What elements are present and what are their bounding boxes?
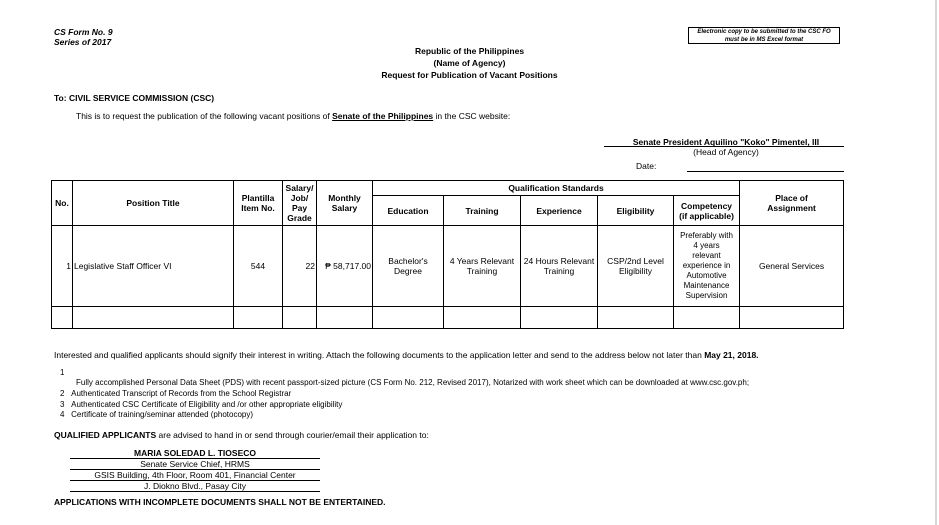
header-place-l1: Place of [775,193,808,203]
address-name: MARIA SOLEDAD L. TIOSECO [134,448,256,458]
document-number-4: 4 [60,410,65,419]
address-title: Senate Service Chief, HRMS [140,459,250,469]
cell-experience-l1: 24 Hours Relevant [523,256,595,266]
instructions-text [54,350,759,360]
header-place-l2: Assignment [767,203,816,213]
cell-position-title: Legislative Staff Officer VI [73,226,234,307]
deadline: May 21, 2018. [704,350,759,360]
cell-plantilla: 544 [234,226,283,307]
header-monthly-salary [317,181,373,226]
form-number: CS Form No. 9 [54,27,113,37]
form-number-block [54,27,113,47]
addressee: To: CIVIL SERVICE COMMISSION (CSC) [54,93,215,103]
empty-cell [52,307,73,329]
header-training: Training [444,196,521,226]
cell-competency-l7: Supervision [685,291,728,300]
header-experience: Experience [521,196,598,226]
date-label: Date: [636,161,657,171]
address-line-1: GSIS Building, 4th Floor, Room 401, Financial Center [94,470,296,480]
cell-competency-l3: relevant [692,251,721,260]
date-line [687,171,844,172]
qualified-rest: are advised to hand in or send through courier/email their application to: [156,430,429,440]
cell-training-l2: Training [466,266,498,276]
cell-grade: 22 [283,226,317,307]
header-competency-l2: (if applicable) [679,210,734,221]
cell-eligibility [598,226,674,307]
cell-place: General Services [740,226,844,307]
instructions-prefix: Interested and qualified applicants should signify their interest in writing. Attach the following documents to the application letter and send to the address below not later than [54,350,705,360]
document-text-1: Fully accomplished Personal Data Sheet (PDS) with recent passport-sized picture (CS Form No. 212, Revised 2017), Notarized with work sheet which can be downloaded at www.csc.gov.ph; [76,378,750,387]
note-line-2: must be in MS Excel format [724,36,804,43]
table-row [52,226,844,307]
republic-heading: Republic of the Philippines [414,46,525,56]
table-row-empty [52,307,844,329]
header-grade-l1: Salary/ [285,183,314,193]
address-line-rule [70,491,320,492]
vacant-positions-table [51,180,844,329]
document-text-3: Authenticated CSC Certificate of Eligibility and /or other appropriate eligibility [71,400,343,409]
empty-cell [740,307,844,329]
cell-experience [521,226,598,307]
header-monthly-l1: Monthly [328,193,361,203]
qualified-bold: QUALIFIED APPLICANTS [54,430,157,440]
address-line-2: J. Diokno Blvd., Pasay City [143,481,247,491]
cell-competency-l6: Maintenance [683,281,730,290]
form-series: Series of 2017 [54,37,112,47]
cell-competency-l5: Automotive [686,271,727,280]
document-text-2: Authenticated Transcript of Records from the School Registrar [71,389,292,398]
document-number-2: 2 [60,389,65,398]
cell-competency [674,226,740,307]
document-item-2 [60,389,291,398]
cell-training-l1: 4 Years Relevant [449,256,515,266]
header-education: Education [373,196,444,226]
empty-cell [373,307,444,329]
cell-competency-l1: Preferably with [680,231,733,240]
empty-cell [283,307,317,329]
cell-no: 1 [52,226,73,307]
electronic-copy-note [688,27,840,44]
agency-heading: (Name of Agency) [433,58,506,68]
empty-cell [73,307,234,329]
intro-suffix: in the CSC website: [433,111,511,121]
document-number-1: 1 [60,368,65,377]
header-position-title: Position Title [73,181,234,226]
empty-cell [317,307,373,329]
header-plantilla-l2: Item No. [241,203,275,213]
cell-competency-l4: experience in [682,261,731,270]
head-of-agency-name: Senate President Aquilino "Koko" Pimentel, III [632,137,820,147]
header-grade-l3: Pay [291,203,308,213]
document-item-3 [60,400,342,409]
header-salary-grade [283,181,317,226]
header-competency-l1: Competency [681,200,733,211]
note-line-1: Electronic copy to be submitted to the CSC FO [697,29,831,35]
intro-text [76,111,510,121]
empty-cell [521,307,598,329]
header-monthly-l2: Salary [331,203,358,213]
header-grade-l2: Job/ [290,193,309,203]
cell-eligibility-l2: Eligibility [618,266,653,276]
document-item-4 [60,410,253,419]
header-plantilla-l1: Plantilla [241,193,275,203]
document-number-3: 3 [60,400,65,409]
header-plantilla [234,181,283,226]
cell-eligibility-l1: CSP/2nd Level [607,256,664,266]
header-competency [674,196,740,226]
cell-education [373,226,444,307]
page-title: Request for Publication of Vacant Positions [381,70,558,80]
cell-experience-l2: Training [543,266,575,276]
header-no: No. [52,181,73,226]
empty-cell [234,307,283,329]
cell-salary: ₱ 58,717.00 [317,226,373,307]
header-grade-l4: Grade [287,213,312,223]
document-text-4: Certificate of training/seminar attended (photocopy) [71,410,253,419]
cell-competency-l2: 4 years [693,241,720,250]
intro-prefix: This is to request the publication of the following vacant positions of [76,111,333,121]
header-eligibility: Eligibility [598,196,674,226]
head-of-agency-role: (Head of Agency) [693,147,759,157]
intro-agency: Senate of the Philippines [332,111,434,121]
cell-training [444,226,521,307]
empty-cell [598,307,674,329]
incomplete-documents-warning: APPLICATIONS WITH INCOMPLETE DOCUMENTS SHALL NOT BE ENTERTAINED. [54,497,386,507]
cell-education-l2: Degree [394,266,422,276]
empty-cell [444,307,521,329]
header-qualification-standards: Qualification Standards [373,181,740,196]
header-place-of-assignment [740,181,844,226]
cell-education-l1: Bachelor's [388,256,428,266]
empty-cell [674,307,740,329]
qualified-applicants-text [54,430,429,440]
